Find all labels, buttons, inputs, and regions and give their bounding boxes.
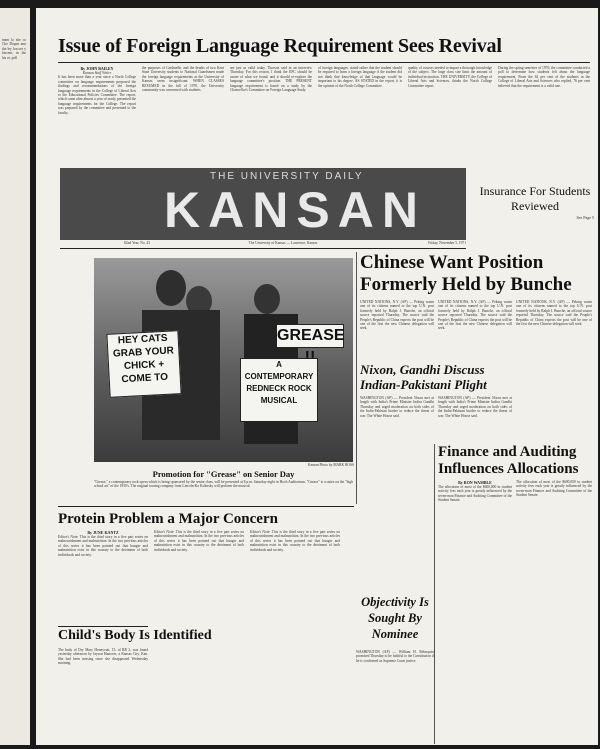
nixon-headline: Nixon, Gandhi Discuss Indian-Pakistani Plight [360, 362, 487, 392]
teaser-text: Insurance For Students Reviewed [479, 184, 591, 213]
child-rule [58, 626, 148, 627]
photo-caption-title: Promotion for "Grease" on Senior Day [152, 469, 295, 479]
protein-byline: By JUNE KANTZ [87, 530, 119, 535]
column-rule-2 [434, 444, 435, 744]
lead-column-6: During the spring semester of 1970, the committee conducted a poll to determine how students felt about the language requirement. From the 62 per cent of the students in the College of Liberal Arts and Sciences who replied, 76 per cent believed that the requirement is a valid one. [498, 66, 590, 88]
masthead-subtitle: THE UNIVERSITY DAILY [210, 171, 364, 182]
finance-byline: By RON WAMBLE [458, 480, 492, 485]
objectivity-headline: Objectivity Is Sought By Nominee [361, 595, 429, 641]
masthead-institution: The University of Kansas — Lawrence, Kansas [248, 241, 318, 245]
bunche-column-3: UNITED NATIONS, N.Y. (AP) — Peking wants one of its citizens named to the top U.N. post formerly held by Ralph J. Bunche, an official source reported Thursday. The source said the People's Republic of China expects the post will be one of the first the new Chinese delegation will seek. [516, 300, 592, 327]
masthead-rule [60, 248, 466, 249]
lead-byline: By JOHN BAILEY [80, 66, 114, 71]
adjacent-page-edge [0, 8, 30, 745]
lead-column-2: the purposes of Cardinelle, and the deaths of two Kent State University students to National Guardsmen made the foreign language requirements at the University of Kansas seem insignificant. WHEN CLASSES RESUMED in the fall of 1970, the University community was concerned with students. [142, 66, 224, 93]
masthead [60, 168, 466, 240]
protein-text-1: Editor's Note: This is the third story in a five part series on malnourishment and malnutrition. In the two previous articles of this series it has been pointed out that hunger and malnutrition exist in this country to the detriment of both individuals and society. [58, 535, 148, 557]
lead-column-3: are just as valid today, Thorson said in an interview Thursday. For this reason, I think the EPC should be aware of what we found, and it should re-explore the language committee's position. THE PRESENT language requirement is based on a study by the Chancellor's Committee on Foreign Language Study. [230, 66, 312, 93]
masthead-title: KANSAN [164, 182, 426, 238]
lead-byline-role: Kansan Staff Writer [82, 71, 112, 75]
bunche-column-2: UNITED NATIONS, N.Y. (AP) — Peking wants one of its citizens named to the top U.N. post formerly held by Ralph J. Bunche, an official source reported Thursday. The source said the People's Republic of China expects the post will be one of the first the new Chinese delegation will seek. [438, 300, 512, 331]
insurance-teaser[interactable] [476, 184, 594, 244]
nixon-column-2: WASHINGTON (AP) — President Nixon met at length with India's Prime Minister Indira Gandhi Thursday and urged moderation on both sides of the India-Pakistan border to reduce the threat of war. The White House said. [438, 396, 512, 418]
objectivity-text: WASHINGTON (AP) — William H. Rehnquist promised Thursday to be faithful to the Constitution if he is confirmed as Supreme Court justice. [356, 650, 434, 663]
protein-column-3: Editor's Note: This is the third story in a five part series on malnourishment and malnutrition. In the two previous articles of this series it has been pointed out that hunger and malnutrition exist in this country to the detriment of both individuals and society. [250, 530, 340, 552]
bunche-headline-line2: Formerly Held by Bunche [360, 274, 572, 295]
column-rule-1 [356, 252, 357, 504]
grease-photo [94, 258, 353, 462]
finance-headline: Finance and Auditing Influences Allocations [438, 444, 579, 477]
protein-column-2: Editor's Note: This is the third story in a five part series on malnourishment and malnutrition. In the two previous articles of this series it has been pointed out that hunger and malnutrition exist in this country to the detriment of both individuals and society. [154, 530, 244, 552]
protein-rule [58, 506, 354, 507]
masthead-date: Friday, November 5, 1971 [428, 241, 466, 245]
bunche-column-1: UNITED NATIONS, N.Y. (AP) — Peking wants one of its citizens named to the top U.N. post formerly held by Ralph J. Bunche, an official source reported Thursday. The source said the People's Republic of China expects the post will be one of the first the new Chinese delegation will seek. [360, 300, 434, 331]
finance-column-2: The allocation of most of the $600,000 in student activity fees each year is greatly influenced by the seven-man Finance and Auditing Committee of the Student Senate. [516, 480, 592, 498]
finance-text-1: The allocation of most of the $600,000 in student activity fees each year is greatly influenced by the seven-man Finance and Auditing Committee of the Student Senate. [438, 485, 512, 503]
sign-hey-cats: HEY CATS GRAB YOUR CHICK + COME TO [106, 330, 181, 398]
finance-column-1 [438, 480, 512, 740]
masthead-volume: 82nd Year, No. 43 [124, 241, 151, 245]
protein-headline: Protein Problem a Major Concern [58, 511, 278, 527]
person-head-1 [156, 270, 186, 306]
bunche-headline-line1: Chinese Want Position [360, 252, 544, 273]
photo-caption-text: "Grease," a contemporary rock opera which is being sponsored by the senior class, will be presented at 8 p.m. Saturday night in Hoch Auditorium. "Grease" is a satire on the "high school art" of the 1950's. The original touring company from Lincoln-Ko Kolinsky will perform the musical. [94, 480, 353, 489]
child-headline: Child's Body Is Identified [58, 628, 212, 643]
lead-text-1: It has been more than a year since a North College committee on language requirements proposed the findings and recommendations of the foreign language requirements in the College of Liberal Arts to the Educational Policies Committee. The report, which came after almost a year of study, presented the language requirements for the College. The report was prepared by the committee and presented to the faculty. [58, 75, 136, 115]
person-head-3 [254, 284, 280, 314]
lead-column-4: of foreign languages, stated rather that the student should be required to learn a foreign language if the student did not think that knowledge of that language would be important to his degree. AS STATED in the report, it is the opinion of the North College Committee. [318, 66, 402, 88]
sign-grease: GREASE [276, 324, 344, 348]
nixon-column-1: WASHINGTON (AP) — President Nixon met at length with India's Prime Minister Indira Gandhi Thursday and urged moderation on both sides of the India-Pakistan border to reduce the threat of war. The White House said. [360, 396, 434, 418]
newspaper-page [36, 8, 598, 745]
lead-rule [58, 62, 590, 63]
child-text: The body of Dry Mary Honeycutt, 15, of RR 2, was found yesterday afternoon by Jayson Hanover, a Kansas City, Kan. She had been missing since she disappeared Wednesday morning. [58, 648, 148, 666]
adjacent-page-text: ment lo she co Che Dispnt ann the ley lon ore y hiscent, in the his ot. poll [2, 38, 26, 60]
protein-column-1 [58, 530, 148, 626]
teaser-page-ref: See Page 5 [576, 216, 594, 220]
lead-headline: Issue of Foreign Language Requirement Sees Revival [58, 35, 502, 57]
sign-rock-musical: A CONTEMPORARY REDNECK ROCK MUSICAL [240, 358, 318, 422]
lead-column-1 [58, 66, 136, 164]
lead-column-5: quality of courses needed to impart a thorough knowledge of the subject. The large class size limit the amount of individual instruction. THE UNIVERSITY, the College of Liberal Arts and Sciences, thinks the North College Committee report. [408, 66, 492, 88]
photo-credit: Kansan Photo by MARK ROSS [307, 463, 354, 467]
